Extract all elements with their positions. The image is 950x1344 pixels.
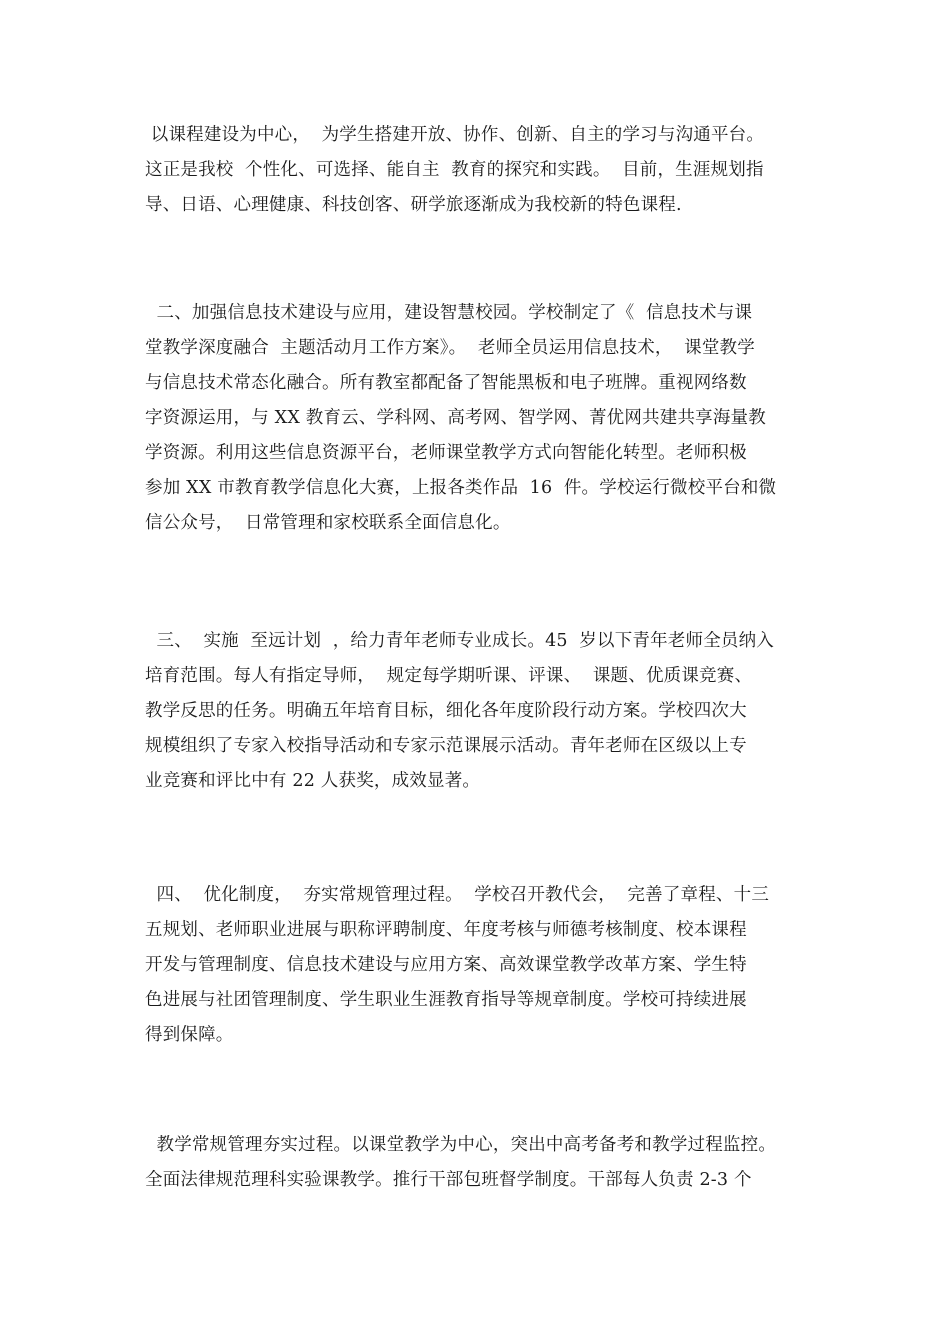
text-line: 色进展与社团管理制度、学生职业生涯教育指导等规章制度。学校可持续进展 bbox=[145, 990, 747, 1010]
text-line: 业竞赛和评比中有 22 人获奖，成效显著。 bbox=[145, 771, 481, 791]
text-line: 全面法律规范理科实验课教学。推行干部包班督学制度。干部每人负责 2-3 个 bbox=[145, 1170, 752, 1190]
text-line: 信公众号， 日常管理和家校联系全面信息化。 bbox=[145, 513, 511, 533]
text-line: 三、 实施 至远计划 ，给力青年老师专业成长。45 岁以下青年老师全员纳入 bbox=[145, 631, 774, 651]
text-line: 与信息技术常态化融合。所有教室都配备了智能黑板和电子班牌。重视网络数 bbox=[145, 373, 747, 393]
paragraph-teaching-routine bbox=[145, 1128, 835, 1198]
text-line: 开发与管理制度、信息技术建设与应用方案、高效课堂教学改革方案、学生特 bbox=[145, 955, 747, 975]
text-line: 得到保障。 bbox=[145, 1025, 234, 1045]
text-line: 学资源。利用这些信息资源平台，老师课堂教学方式向智能化转型。老师积极 bbox=[145, 443, 747, 463]
text-line: 五规划、老师职业进展与职称评聘制度、年度考核与师德考核制度、校本课程 bbox=[145, 920, 747, 940]
paragraph-section-four bbox=[145, 878, 835, 1053]
text-line: 二、加强信息技术建设与应用，建设智慧校园。学校制定了《 信息技术与课 bbox=[145, 303, 753, 323]
text-line: 培育范围。每人有指定导师， 规定每学期听课、评课、 课题、优质课竞赛、 bbox=[145, 666, 753, 686]
text-line: 参加 XX 市教育教学信息化大赛，上报各类作品 16 件。学校运行微校平台和微 bbox=[145, 478, 777, 498]
text-line: 字资源运用，与 XX 教育云、学科网、高考网、智学网、菁优网共建共享海量教 bbox=[145, 408, 766, 428]
text-line: 这正是我校 个性化、可选择、能自主 教育的探究和实践。 目前，生涯规划指 bbox=[145, 160, 764, 180]
text-line: 规模组织了专家入校指导活动和专家示范课展示活动。青年老师在区级以上专 bbox=[145, 736, 747, 756]
text-line: 四、 优化制度， 夯实常规管理过程。 学校召开教代会， 完善了章程、十三 bbox=[145, 885, 770, 905]
text-line: 导、日语、心理健康、科技创客、研学旅逐渐成为我校新的特色课程. bbox=[145, 195, 682, 215]
paragraph-section-three bbox=[145, 624, 835, 799]
paragraph-section-two bbox=[145, 296, 835, 541]
text-line: 教学反思的任务。明确五年培育目标，细化各年度阶段行动方案。学校四次大 bbox=[145, 701, 747, 721]
text-line: 堂教学深度融合 主题活动月工作方案》。 老师全员运用信息技术， 课堂教学 bbox=[145, 338, 755, 358]
paragraph-curriculum bbox=[145, 118, 835, 223]
text-line: 教学常规管理夯实过程。以课堂教学为中心，突出中高考备考和教学过程监控。 bbox=[145, 1135, 777, 1155]
text-line: 以课程建设为中心， 为学生搭建开放、协作、创新、自主的学习与沟通平台。 bbox=[145, 125, 765, 145]
